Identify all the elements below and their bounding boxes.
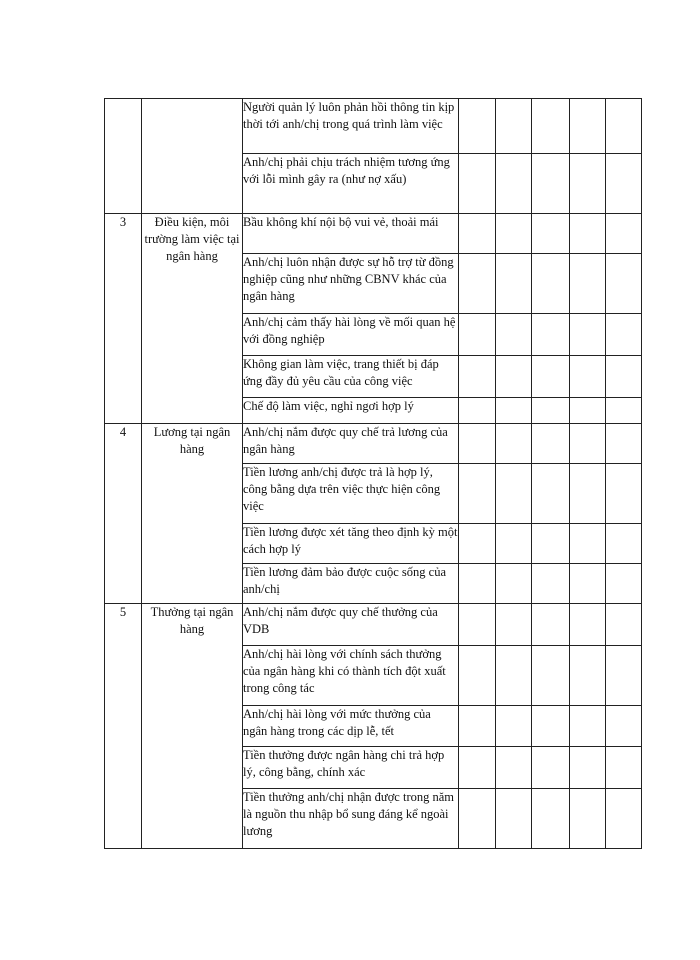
score-cell (532, 747, 570, 789)
criteria-item: Anh/chị hài lòng với chính sách thưởng của ngân hàng khi có thành tích đột xuất trong công tác (243, 646, 459, 706)
score-cell (459, 99, 496, 154)
score-cell (496, 314, 532, 356)
score-cell (496, 524, 532, 564)
score-cell (570, 564, 606, 604)
score-cell (459, 524, 496, 564)
score-cell (570, 254, 606, 314)
score-cell (606, 254, 642, 314)
score-cell (570, 356, 606, 398)
score-cell (570, 214, 606, 254)
criteria-item: Anh/chị cảm thấy hài lòng về mối quan hệ với đồng nghiệp (243, 314, 459, 356)
score-cell (532, 398, 570, 424)
score-cell (459, 747, 496, 789)
score-cell (496, 747, 532, 789)
row-number (105, 99, 142, 214)
criteria-item: Anh/chị luôn nhận được sự hỗ trợ từ đồng nghiệp cũng như những CBNV khác của ngân hàng (243, 254, 459, 314)
score-cell (459, 646, 496, 706)
score-cell (606, 604, 642, 646)
table-row (105, 604, 642, 646)
score-cell (570, 464, 606, 524)
score-cell (496, 564, 532, 604)
score-cell (459, 214, 496, 254)
score-cell (606, 356, 642, 398)
score-cell (459, 314, 496, 356)
score-cell (496, 706, 532, 747)
score-cell (606, 706, 642, 747)
score-cell (570, 154, 606, 214)
score-cell (459, 706, 496, 747)
criteria-group (142, 99, 243, 214)
row-number: 5 (105, 604, 142, 849)
criteria-item: Bầu không khí nội bộ vui vẻ, thoải mái (243, 214, 459, 254)
criteria-item: Tiền lương đảm bảo được cuộc sống của anh/chị (243, 564, 459, 604)
criteria-group: Điều kiện, môi trường làm việc tại ngân hàng (142, 214, 243, 424)
score-cell (532, 154, 570, 214)
score-cell (606, 747, 642, 789)
score-cell (459, 254, 496, 314)
criteria-item: Tiền lương anh/chị được trả là hợp lý, công bằng dựa trên việc thực hiện công việc (243, 464, 459, 524)
score-cell (459, 564, 496, 604)
criteria-group: Thưởng tại ngân hàng (142, 604, 243, 849)
score-cell (606, 524, 642, 564)
row-number: 4 (105, 424, 142, 604)
criteria-item: Anh/chị hài lòng với mức thưởng của ngân hàng trong các dịp lễ, tết (243, 706, 459, 747)
criteria-item: Tiền thưởng được ngân hàng chi trả hợp lý, công bằng, chính xác (243, 747, 459, 789)
score-cell (606, 789, 642, 849)
criteria-item: Tiền thưởng anh/chị nhận được trong năm là nguồn thu nhập bổ sung đáng kể ngoài lương (243, 789, 459, 849)
score-cell (570, 706, 606, 747)
score-cell (606, 314, 642, 356)
score-cell (459, 154, 496, 214)
score-cell (459, 424, 496, 464)
score-cell (532, 356, 570, 398)
table-row (105, 214, 642, 254)
score-cell (532, 604, 570, 646)
score-cell (570, 314, 606, 356)
score-cell (496, 356, 532, 398)
criteria-item: Anh/chị phải chịu trách nhiệm tương ứng với lỗi mình gây ra (như nợ xấu) (243, 154, 459, 214)
score-cell (459, 604, 496, 646)
score-cell (606, 424, 642, 464)
criteria-item: Anh/chị nắm được quy chế thưởng của VDB (243, 604, 459, 646)
score-cell (496, 99, 532, 154)
score-cell (606, 99, 642, 154)
score-cell (496, 154, 532, 214)
table-row (105, 424, 642, 464)
score-cell (570, 398, 606, 424)
score-cell (532, 214, 570, 254)
score-cell (570, 747, 606, 789)
score-cell (570, 604, 606, 646)
score-cell (496, 398, 532, 424)
score-cell (570, 99, 606, 154)
score-cell (496, 464, 532, 524)
score-cell (496, 789, 532, 849)
score-cell (570, 646, 606, 706)
score-cell (459, 356, 496, 398)
score-cell (532, 564, 570, 604)
criteria-group: Lương tại ngân hàng (142, 424, 243, 604)
score-cell (606, 398, 642, 424)
score-cell (606, 464, 642, 524)
score-cell (496, 254, 532, 314)
score-cell (532, 424, 570, 464)
score-cell (532, 789, 570, 849)
criteria-item: Không gian làm việc, trang thiết bị đáp ứng đầy đủ yêu cầu của công việc (243, 356, 459, 398)
score-cell (532, 646, 570, 706)
score-cell (606, 154, 642, 214)
score-cell (606, 646, 642, 706)
score-cell (532, 464, 570, 524)
score-cell (459, 464, 496, 524)
score-cell (496, 604, 532, 646)
score-cell (496, 214, 532, 254)
score-cell (496, 646, 532, 706)
criteria-item: Chế độ làm việc, nghỉ ngơi hợp lý (243, 398, 459, 424)
criteria-item: Người quản lý luôn phản hồi thông tin kịp thời tới anh/chị trong quá trình làm việc (243, 99, 459, 154)
table-row (105, 99, 642, 154)
score-cell (606, 214, 642, 254)
score-cell (459, 789, 496, 849)
score-cell (570, 424, 606, 464)
score-cell (459, 398, 496, 424)
score-cell (570, 524, 606, 564)
survey-table (104, 98, 642, 849)
row-number: 3 (105, 214, 142, 424)
score-cell (496, 424, 532, 464)
criteria-item: Tiền lương được xét tăng theo định kỳ một cách hợp lý (243, 524, 459, 564)
score-cell (606, 564, 642, 604)
score-cell (532, 254, 570, 314)
score-cell (532, 314, 570, 356)
score-cell (532, 524, 570, 564)
criteria-item: Anh/chị nắm được quy chế trả lương của ngân hàng (243, 424, 459, 464)
score-cell (532, 706, 570, 747)
score-cell (570, 789, 606, 849)
score-cell (532, 99, 570, 154)
